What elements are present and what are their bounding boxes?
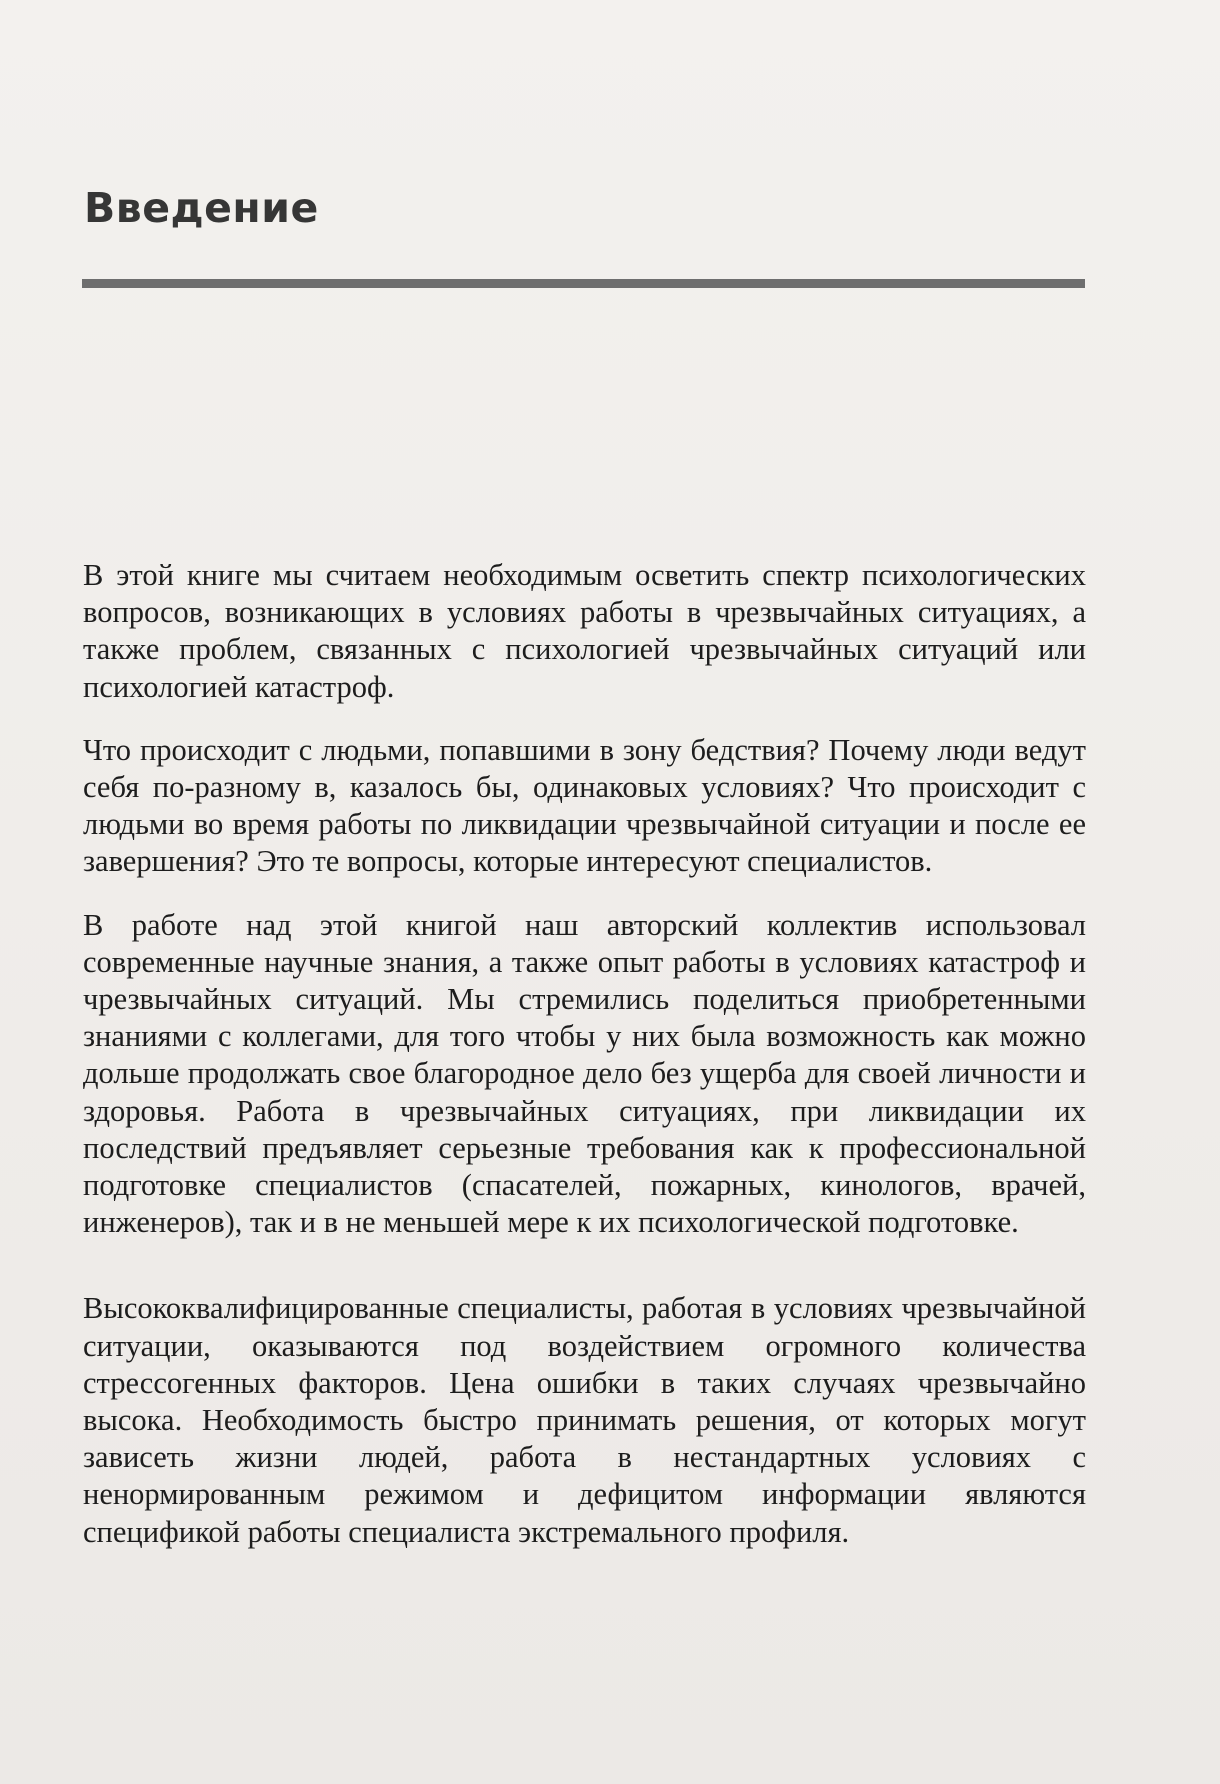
chapter-heading: Введение	[84, 184, 319, 232]
paragraph: Что происходит с людьми, попавшими в зону бедствия? Почему люди ведут себя по-разному в, казалось бы, одинаковых условиях? Что происходит с людьми во время работы по ликвидации чрезвычайной ситуации и после ее завершения? Это те вопросы, которые интересуют специалистов.	[83, 732, 1086, 879]
paragraph: Высококвалифицированные специалисты, работая в условиях чрезвычайной ситуации, оказываются под воздействием огромного количества стрессогенных факторов. Цена ошибки в таких случаях чрезвычайно высока. Необходимость быстро принимать решения, от которых могут зависеть жизни людей, работа в нестандартных условиях с ненормированным режимом и дефицитом информации являются спецификой работы специалиста экстремального профиля.	[83, 1291, 1086, 1549]
chapter-body	[83, 557, 1086, 1551]
heading-underline	[82, 279, 1085, 288]
paragraph: В работе над этой книгой наш авторский коллектив использовал современные научные знания, а также опыт работы в условиях катастроф и чрезвычайных ситуаций. Мы стремились поделиться приобретенными знаниями с коллегами, для того чтобы у них была возможность как можно дольше продолжать свое благородное дело без ущерба для своей личности и здоровья. Работа в чрезвычайных ситуациях, при ликвидации их последствий предъявляет серьезные требования как к профессиональной подготовке специалистов (спасателей, пожарных, кинологов, врачей, инженеров), так и в не меньшей мере к их психологической подготовке.	[83, 907, 1086, 1240]
paragraph: В этой книге мы считаем необходимым осветить спектр психологических вопросов, возникающих в условиях работы в чрезвычайных ситуациях, а также проблем, связанных с психологией чрезвычайных ситуаций или психологией катастроф.	[83, 558, 1086, 704]
